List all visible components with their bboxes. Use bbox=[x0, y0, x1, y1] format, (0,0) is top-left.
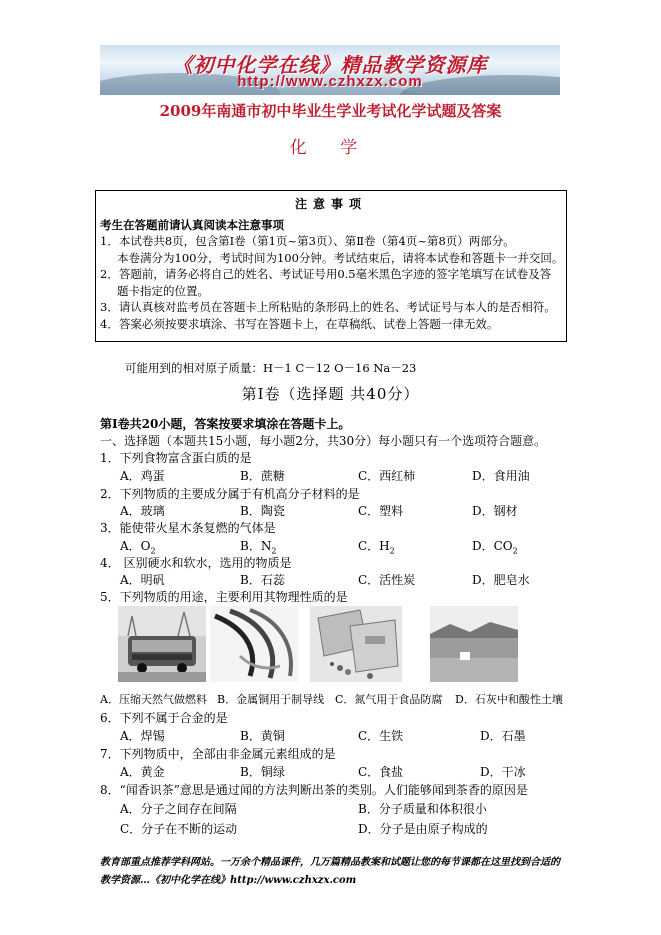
question-stem: 2．下列物质的主要成分属于有机高分子材料的是 bbox=[100, 487, 360, 501]
question-stem: 4． 区别硬水和软水，选用的物质是 bbox=[100, 556, 292, 570]
option-c: C．分子在不断的运动 bbox=[120, 822, 238, 836]
subject-title: 化 学 bbox=[289, 138, 372, 158]
footer-link[interactable]: 教学资源…《初中化学在线》http://www.czhxzx.com bbox=[100, 875, 357, 886]
notice-box bbox=[95, 190, 567, 342]
notice-item-text: 4．答案必须按要求填涂、书写在答题卡上，在草稿纸、试卷上答题一律无效。 bbox=[100, 316, 499, 331]
option-d: D．石墨 bbox=[480, 729, 526, 743]
option-b: B．分子质量和体积很小 bbox=[358, 802, 487, 816]
option-c: C．塑料 bbox=[358, 504, 404, 518]
option-c: C．活性炭 bbox=[358, 573, 416, 587]
bus-photo bbox=[118, 606, 206, 682]
banner-title: 《初中化学在线》精品教学资源库 bbox=[172, 53, 488, 77]
part-title: 第Ⅰ卷（选择题 共40分） bbox=[241, 385, 420, 403]
notice-item-text: 3．请认真核对监考员在答题卡上所粘贴的条形码上的姓名、考试证号与本人的是否相符。 bbox=[100, 300, 556, 314]
option-a: A．玻璃 bbox=[120, 504, 165, 518]
option-b: B．$N_2$ bbox=[240, 539, 277, 556]
option-b: B．黄铜 bbox=[240, 729, 285, 743]
part-instruction: 第Ⅰ卷共20小题，答案按要求填涂在答题卡上。 bbox=[100, 417, 351, 431]
notice-intro: 考生在答题前请认真阅读本注意事项 bbox=[100, 217, 284, 232]
copper-wire-photo bbox=[210, 606, 298, 682]
option-c: C．生铁 bbox=[358, 729, 404, 743]
option-a: A．焊锡 bbox=[120, 729, 165, 743]
option-d: D．干冰 bbox=[480, 765, 526, 779]
field-photo bbox=[430, 606, 518, 682]
option-a: A．$O_2$ bbox=[120, 539, 156, 556]
notice-item bbox=[96, 316, 566, 333]
header-banner bbox=[100, 45, 560, 95]
notice-item-continuation: 本卷满分为100分，考试时间为100分钟。考试结束后，请将本试卷和答题卡一并交回。 bbox=[117, 250, 564, 265]
question-stem: 5．下列物质的用途，主要利用其物理性质的是 bbox=[100, 590, 348, 604]
option-a: A．分子之间存在间隔 bbox=[120, 802, 237, 816]
question-stem: 7．下列物质中，全部由非金属元素组成的是 bbox=[100, 747, 336, 761]
notice-heading: 注意事项 bbox=[294, 197, 367, 211]
notice-item-text: 1．本试卷共8页，包含第Ⅰ卷（第1页~第3页）、第Ⅱ卷（第4页~第8页）两部分。 bbox=[100, 234, 515, 248]
option-a: A．明矾 bbox=[120, 573, 165, 587]
option-c: C．西红柿 bbox=[358, 469, 416, 483]
option-a: A．压缩天然气做燃料 bbox=[100, 693, 207, 706]
footer-text: 教育部重点推荐学科网站。一万余个精品课件，几万篇精品教案和试题让您的每节课都在这里找到合适的 bbox=[100, 857, 560, 868]
option-b: B．铜绿 bbox=[240, 765, 285, 779]
option-c: C．氮气用于食品防腐 bbox=[335, 693, 443, 706]
option-d: D．食用油 bbox=[472, 469, 530, 483]
question-stem: 8．“闻香识茶”意思是通过闻的方法判断出茶的类别。人们能够闻到茶香的原因是 bbox=[100, 783, 528, 797]
option-d: D．钢材 bbox=[472, 504, 518, 518]
option-a: A．黄金 bbox=[120, 765, 165, 779]
option-b: B．陶瓷 bbox=[240, 504, 285, 518]
banner-url[interactable]: http://www.czhxzx.com bbox=[237, 73, 423, 90]
option-a: A．鸡蛋 bbox=[120, 469, 165, 483]
question-stem: 1．下列食物富含蛋白质的是 bbox=[100, 451, 252, 465]
option-d: D．石灰中和酸性土壤 bbox=[455, 693, 563, 706]
food-package-photo bbox=[310, 606, 402, 682]
option-c: C．$H_2$ bbox=[358, 539, 395, 556]
section-header: 一、选择题（本题共15小题，每小题2分，共30分）每小题只有一个选项符合题意。 bbox=[100, 434, 547, 448]
notice-item-continuation: 题卡指定的位置。 bbox=[117, 283, 209, 298]
option-d: D．分子是由原子构成的 bbox=[358, 822, 488, 836]
option-b: B．石蕊 bbox=[240, 573, 285, 587]
atomic-masses: 可能用到的相对原子质量：H－1 C－12 O－16 Na－23 bbox=[125, 361, 417, 375]
option-b: B．蔗糖 bbox=[240, 469, 285, 483]
notice-item-text: 2．答题前，请务必将自己的姓名、考试证号用0.5毫米黑色字迹的签字笔填写在试卷及答 bbox=[100, 267, 552, 281]
document-title: 2009年南通市初中毕业生学业考试化学试题及答案 bbox=[159, 102, 502, 120]
option-b: B．金属铜用于制导线 bbox=[217, 693, 325, 706]
question-stem: 6．下列不属于合金的是 bbox=[100, 711, 228, 725]
notice-item bbox=[96, 266, 566, 299]
option-d: D．$CO_2$ bbox=[472, 539, 518, 556]
question-stem: 3．能使带火星木条复燃的气体是 bbox=[100, 521, 276, 535]
notice-item bbox=[96, 233, 566, 266]
notice-item bbox=[96, 299, 566, 316]
option-d: D．肥皂水 bbox=[472, 573, 530, 587]
option-c: C．食盐 bbox=[358, 765, 404, 779]
